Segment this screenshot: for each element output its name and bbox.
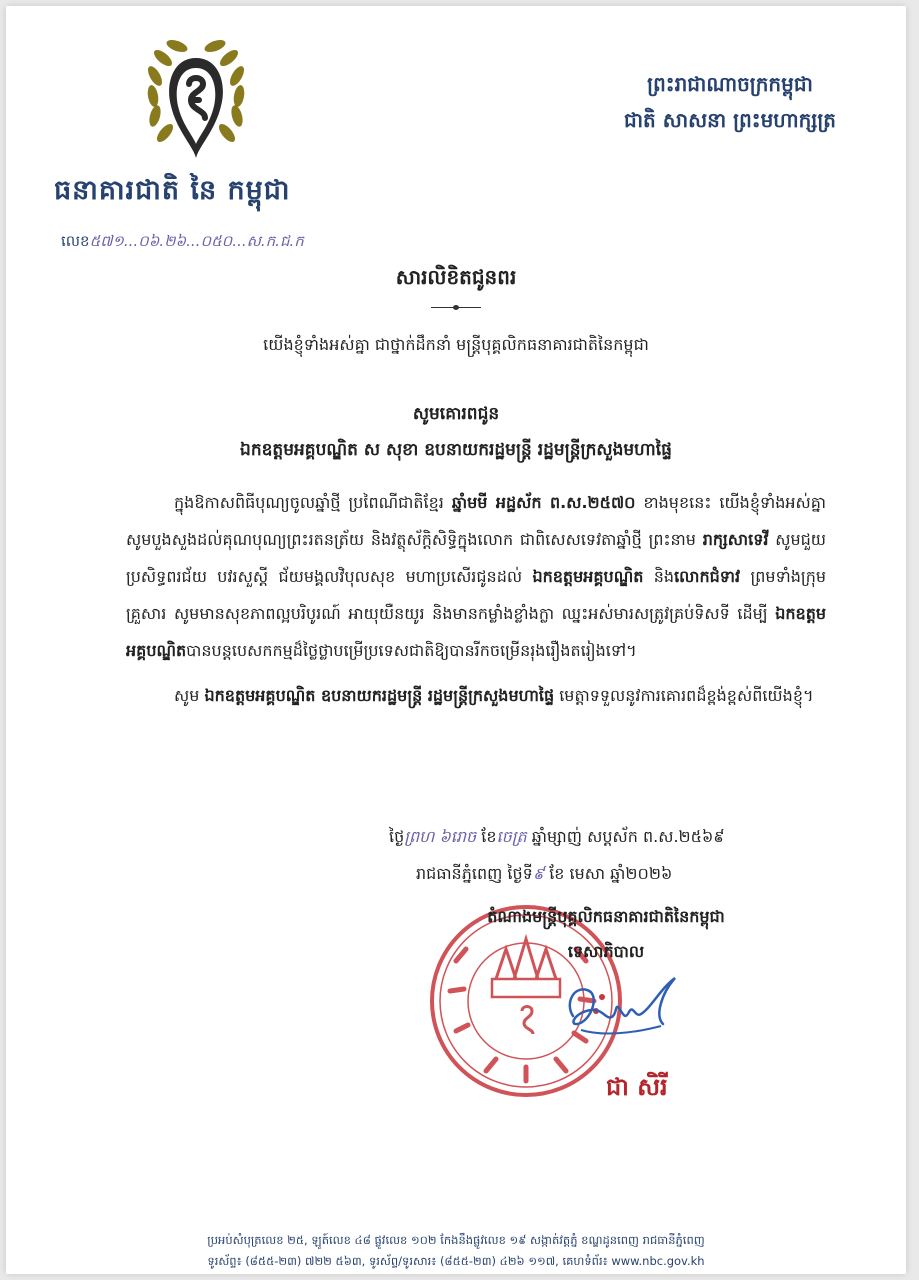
signer-name: ជា សិរី	[606, 1073, 668, 1101]
text: រាជធានីភ្នំពេញ ថ្ងៃទី	[416, 864, 533, 883]
respect-line: សូមគោរពជូន	[412, 404, 500, 424]
footer-line-2: ទូរស័ព្ទ៖ (៨៥៥-២៣) ៧២២ ៥៦៣, ទូរស័ព្ទ/ទូរសារ៖ (៨៥៥-២៣) ៤២៦ ១១៧, គេហទំព័រ៖ www.nbc.gov.kh	[207, 1254, 705, 1268]
text: ខែ មេសា ឆ្នាំ២០២៦	[544, 864, 673, 883]
nbc-emblem-logo	[141, 36, 251, 161]
reference-number	[61, 232, 304, 254]
sender-line: យើងខ្ញុំទាំងអស់គ្នា ជាថ្នាក់ដឹកនាំ មន្ត្រីបុគ្គលិកធនាគារជាតិនៃកម្ពុជា	[263, 335, 649, 354]
text: និង	[643, 567, 675, 586]
deity-name: រាក្សសាទេវី	[702, 530, 769, 549]
ref-prefix: លេខ	[61, 232, 90, 250]
handwritten-month: ចេត្រ	[496, 827, 527, 846]
footer-address	[6, 1230, 906, 1272]
paragraph-1	[126, 484, 826, 669]
honorific: ឯកឧត្តមអគ្គបណ្ឌិត ឧបនាយករដ្ឋមន្ត្រី រដ្ឋមន្ត្រីក្រសួងមហាផ្ទៃ	[204, 686, 555, 705]
kingdom-header	[624, 66, 836, 138]
year-name: ឆ្នាំមមី អដ្ឋស័ក ព.ស.២៥៧០	[451, 493, 636, 512]
text: ខាងមុខនេះ យើងខ្ញុំទាំងអស់គ្នា សូមបួងសួងដល់គុណបុណ្យព្រះរតនត្រ័យ និងវត្ថុស័ក្តិសិទ្ធិក្នុងលោក ជាពិសេសទេវតាឆ្នាំថ្មី ព្រះនាម	[126, 493, 826, 549]
footer-line-1: ប្រអប់សំបុត្រលេខ ២៥, ឡូត៍លេខ ៤៨ ផ្លូវលេខ ១០២ កែងនឹងផ្លូវលេខ ១៩ សង្កាត់វត្តភ្នំ ខណ្ឌដូនពេញ រាជធានីភ្នំពេញ	[207, 1233, 705, 1247]
text: ខែ	[476, 827, 497, 846]
recipient-block	[6, 396, 906, 468]
kingdom-name: ព្រះរាជាណាចក្រកម្ពុជា	[647, 72, 813, 96]
signer-position: ទេសាភិបាល	[567, 942, 645, 961]
lunar-date	[389, 826, 725, 850]
text: មេត្តាទទួលនូវការគោរពដ៏ខ្ពង់ខ្ពស់ពីយើងខ្ញុំ។	[554, 686, 814, 705]
honorific: លោកជំទាវ	[674, 567, 741, 586]
national-motto: ជាតិ សាសនា ព្រះមហាក្សត្រ	[624, 108, 836, 132]
honorific: ឯកឧត្តមអគ្គបណ្ឌិត	[532, 567, 644, 586]
text: ឆ្នាំម្សាញ់ សប្តស័ក ព.ស.២៥៦៩	[526, 827, 725, 846]
handwritten-signature	[551, 964, 681, 1044]
text: សូម	[174, 686, 205, 705]
paragraph-2	[126, 677, 826, 714]
on-behalf-line: តំណាងមន្ត្រីបុគ្គលិកធនាគារជាតិនៃកម្ពុជា	[487, 907, 725, 926]
text: ថ្ងៃ	[389, 827, 405, 846]
solar-date	[416, 863, 672, 887]
bank-name: ធនាគារជាតិ នៃ កម្ពុជា	[54, 175, 291, 206]
letter-title: សារលិខិតជូនពរ	[395, 265, 517, 289]
title-divider	[431, 307, 481, 308]
handwritten-day: ៩	[532, 864, 545, 883]
recipient-name: ឯកឧត្តមអគ្គបណ្ឌិត ស សុខា ឧបនាយករដ្ឋមន្ត្រី រដ្ឋមន្ត្រីក្រសួងមហាផ្ទៃ	[240, 440, 672, 460]
honorific: ឯកឧត្តមអគ្គបណ្ឌិត	[126, 604, 826, 660]
text: សូមជួយប្រសិទ្ធពរជ័យ បវរសួស្តី ជ័យមង្គលវិបុលសុខ មហាប្រសើរជូនដល់	[126, 530, 826, 586]
text: ព្រមទាំងក្រុមគ្រួសារ សូមមានសុខភាពល្អបរិបូរណ៍ អាយុយឺនយូរ និងមានកម្លាំងខ្លាំងក្លា ឈ្នះអស់មារសត្រូវគ្រប់ទិសទី ដើម្បី	[126, 567, 827, 623]
ref-handwritten: ៥៧១...០៦.២៦...០៥០...ស.ក.ជ.ក	[89, 232, 304, 250]
text: បានបន្តបេសកកម្មដ៏ថ្លៃថ្លាបម្រើប្រទេសជាតិឱ្យបានរីកចម្រើនរុងរឿងតរៀងទៅ។	[186, 641, 637, 660]
signature-block	[426, 899, 786, 969]
handwritten-day: ព្រហ ៦រោច	[404, 827, 477, 846]
letter-page	[6, 6, 906, 1274]
letter-body	[126, 484, 826, 714]
text: ក្នុងឱកាសពិធីបុណ្យចូលឆ្នាំថ្មី ប្រពៃណីជាតិខ្មែរ	[174, 493, 452, 512]
